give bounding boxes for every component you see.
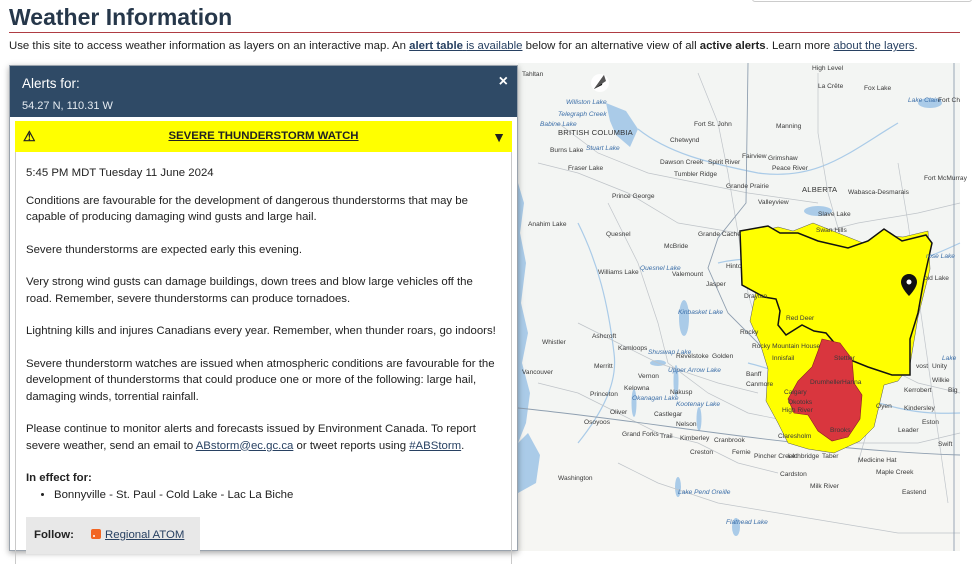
map-label: Grimshaw	[768, 155, 798, 162]
is-available-text: is available	[466, 40, 523, 52]
map-label: Brooks	[830, 427, 851, 434]
alert-body	[15, 152, 512, 564]
map-label: Medicine Hat	[858, 457, 897, 464]
title-rule	[9, 32, 960, 33]
map-label: BRITISH COLUMBIA	[558, 128, 633, 137]
regional-atom-link[interactable]: Regional ATOM	[105, 529, 185, 541]
map-label: Nakusp	[670, 389, 693, 396]
warning-icon: ⚠	[23, 128, 36, 144]
map-label: Okanagan Lake	[632, 395, 679, 402]
map-label: Flathead Lake	[726, 519, 768, 526]
map-label: Quesnel	[606, 231, 631, 238]
compass-icon[interactable]	[591, 74, 609, 92]
intro-text-part: Use this site to access weather information as layers on an interactive map. An	[9, 40, 410, 52]
map-label: Whistler	[542, 339, 566, 346]
map-label: Williams Lake	[598, 269, 639, 276]
map-label: Stuart Lake	[586, 145, 620, 152]
map-label: La Crête	[818, 83, 844, 90]
map-label: Kamloops	[618, 345, 648, 352]
map-label: Lake Claire	[908, 97, 942, 104]
alert-header-severe-thunderstorm-watch[interactable]	[15, 121, 512, 152]
map-label: Kelowna	[624, 385, 650, 392]
alerts-panel-header	[10, 66, 517, 117]
alert-paragraph: Severe thunderstorms are expected early this evening.	[26, 243, 303, 256]
alerts-panel-content[interactable]	[10, 117, 517, 550]
map-label: Castlegar	[654, 411, 683, 418]
map-label: Rocky	[740, 329, 759, 336]
map-label: Lake Pend Oreille	[678, 489, 731, 496]
map-label: Drumheller	[810, 379, 843, 386]
map-label: Tumbler Ridge	[674, 171, 717, 178]
map-label: ALBERTA	[802, 185, 838, 194]
map-label: Banff	[746, 371, 762, 378]
map-label: Fernie	[732, 449, 751, 456]
map-label: Kimberley	[680, 435, 710, 442]
map-label: Canmore	[746, 381, 774, 388]
map-label: Eastend	[902, 489, 927, 496]
collapse-triangle-icon[interactable]: ▼	[492, 129, 506, 145]
map-label: Nelson	[676, 421, 697, 428]
map-label: Fraser Lake	[568, 165, 604, 172]
map-label: Valleyview	[758, 199, 789, 206]
map-label: Hinto	[726, 263, 742, 270]
map-label: Upper Arrow Lake	[668, 367, 721, 374]
map-label: Vancouver	[522, 369, 554, 376]
map-label: Fox Lake	[864, 85, 892, 92]
about-layers-link[interactable]: about the layers	[833, 40, 915, 52]
page-title: Weather Information	[9, 4, 233, 30]
kootenay-lake	[697, 407, 702, 431]
map-label: Valemount	[672, 271, 704, 278]
map-label: Calgary	[784, 389, 807, 396]
intro-text-part: . Learn more	[765, 40, 834, 52]
map-label: Vernon	[638, 373, 659, 380]
follow-label: Follow:	[34, 529, 74, 541]
map-label: Stettler	[834, 355, 855, 362]
map-label: Revelstoke	[676, 353, 709, 360]
alert-paragraph: Severe thunderstorm watches are issued when atmospheric conditions are favourable for the development of thunderstorms that could produce one or more of the following: large hail, damaging winds, torrential rainfall.	[26, 357, 495, 403]
map-label: Ashcroft	[592, 333, 617, 340]
intro-text	[9, 40, 918, 52]
map-label: Grande Cache	[698, 231, 741, 238]
map-label: Oyen	[876, 403, 892, 410]
alerts-panel	[9, 65, 518, 551]
intro-text-part: below for an alternative view of all	[522, 40, 700, 52]
map-label: Okotoks	[788, 399, 813, 406]
map-label: Pincher Creek	[754, 453, 796, 460]
search-box-edge[interactable]	[752, 0, 972, 2]
map-label: Golden	[712, 353, 734, 360]
map-label: Manning	[776, 123, 802, 130]
alert-table-link-text: alert table	[409, 40, 463, 52]
map-label: Peace River	[772, 165, 808, 172]
map-label: Cardston	[780, 471, 807, 478]
map-label: Rocky Mountain House	[752, 343, 821, 350]
map-label: rose Lake	[926, 253, 955, 260]
map-label: Tahltan	[522, 71, 544, 78]
map-label: Big	[948, 387, 958, 394]
map-label: Unity	[932, 363, 948, 370]
alert-paragraph: Conditions are favourable for the development of dangerous thunderstorms that may be capable of producing damaging wind gusts and large hail.	[26, 194, 468, 223]
map-label: High River	[782, 407, 813, 414]
email-link[interactable]: ABstorm@ec.gc.ca	[195, 439, 294, 452]
map-label: Trail	[660, 433, 673, 440]
map-label: Maple Creek	[876, 469, 914, 476]
monitor-text: or tweet reports using	[293, 439, 410, 452]
alert-paragraph: Lightning kills and injures Canadians every year. Remember, when thunder roars, go indoors!	[26, 325, 496, 337]
map-label: Cranbrook	[714, 437, 745, 444]
map-label: Creston	[690, 449, 714, 456]
map-label: Oliver	[610, 409, 628, 416]
intro-text-part: .	[914, 40, 918, 52]
map-label: Fairview	[742, 153, 767, 160]
map-label: Burns Lake	[550, 147, 584, 154]
map-label: Quesnel Lake	[640, 265, 681, 272]
map-label: Jasper	[706, 281, 726, 288]
map-label: Kootenay Lake	[676, 401, 720, 408]
map-label: Swift	[938, 441, 953, 448]
monitor-text: .	[461, 439, 465, 452]
map-label: old Lake	[924, 275, 949, 282]
follow-box	[26, 517, 200, 554]
map-label: Slave Lake	[818, 211, 851, 218]
monitor-text: Please continue to monitor alerts and forecasts issued by Environment Canada. To report severe weather, send an email to	[26, 423, 476, 452]
map-label: Wilkie	[932, 377, 950, 384]
alert-title[interactable]: SEVERE THUNDERSTORM WATCH	[168, 130, 359, 142]
map-label: Merritt	[594, 363, 613, 370]
map-label: Princeton	[590, 391, 618, 398]
map-label: vost	[916, 363, 929, 370]
map-label: Hanna	[842, 379, 862, 386]
okanagan-lake	[632, 389, 637, 417]
map-label: Dawson Creek	[660, 159, 704, 166]
hashtag-link[interactable]: #ABStorm	[409, 439, 462, 452]
map-label: Williston Lake	[566, 99, 607, 106]
map-label: Kindersley	[904, 405, 935, 412]
map-label: High Level	[812, 65, 844, 72]
map-label: Prince George	[612, 193, 655, 200]
region-item: • Bonnyville - St. Paul - Cold Lake - Lac La Biche	[54, 487, 501, 504]
map-label: Fort McMurray	[924, 175, 967, 182]
map-label: Innisfail	[772, 355, 795, 362]
map-label: Swan Hills	[816, 227, 847, 234]
map-label: Taber	[822, 453, 839, 460]
map-label: Eston	[922, 419, 939, 426]
map-label: Anahim Lake	[528, 221, 567, 228]
map-label: Chetwynd	[670, 137, 700, 144]
map-label: McBride	[664, 243, 689, 250]
map-label: Shuswap Lake	[648, 349, 692, 356]
map-label: Leader	[898, 427, 919, 434]
map-label: Grand Forks	[622, 431, 659, 438]
map-label: Fort Ch	[938, 97, 960, 104]
close-icon[interactable]: ×	[498, 73, 508, 90]
alert-table-link[interactable]	[409, 40, 522, 52]
rss-icon	[91, 529, 101, 539]
map-label: Lethbridge	[788, 453, 820, 460]
map-label: Kinbasket Lake	[678, 309, 724, 316]
active-alerts-text: active alerts	[699, 40, 766, 52]
map-label: Grande Prairie	[726, 183, 769, 190]
map-label: Claresholm	[778, 433, 812, 440]
alert-monitor-paragraph	[26, 421, 501, 454]
interactive-map[interactable]	[518, 63, 967, 551]
map-label: Wabasca-Desmarais	[848, 189, 909, 196]
map-label: Fort St. John	[694, 121, 732, 128]
in-effect-regions	[54, 487, 501, 504]
map-label: Washington	[558, 475, 593, 482]
in-effect-label: In effect for:	[26, 472, 92, 484]
map-label: Osoyoos	[584, 419, 611, 426]
alert-issued-time: 5:45 PM MDT Tuesday 11 June 2024	[26, 167, 214, 179]
map-label: Spirit River	[708, 159, 741, 166]
map-label: Telegraph Creek	[558, 111, 607, 118]
map-label: Lake	[942, 355, 957, 362]
map-label: Drayton	[744, 293, 768, 300]
alerts-for-heading: Alerts for:	[22, 76, 80, 91]
map-label: Babine Lake	[540, 121, 577, 128]
kinbasket-lake	[679, 300, 689, 336]
map-label: Milk River	[810, 483, 839, 490]
map-label: Red Deer	[786, 315, 815, 322]
map-label: Kerrobert	[904, 387, 932, 394]
location-coordinates: 54.27 N, 110.31 W	[22, 100, 113, 112]
alert-paragraph: Very strong wind gusts can damage buildings, down trees and blow large vehicles off the road. Remember, severe thunderstorms can produce tornadoes.	[26, 276, 473, 305]
